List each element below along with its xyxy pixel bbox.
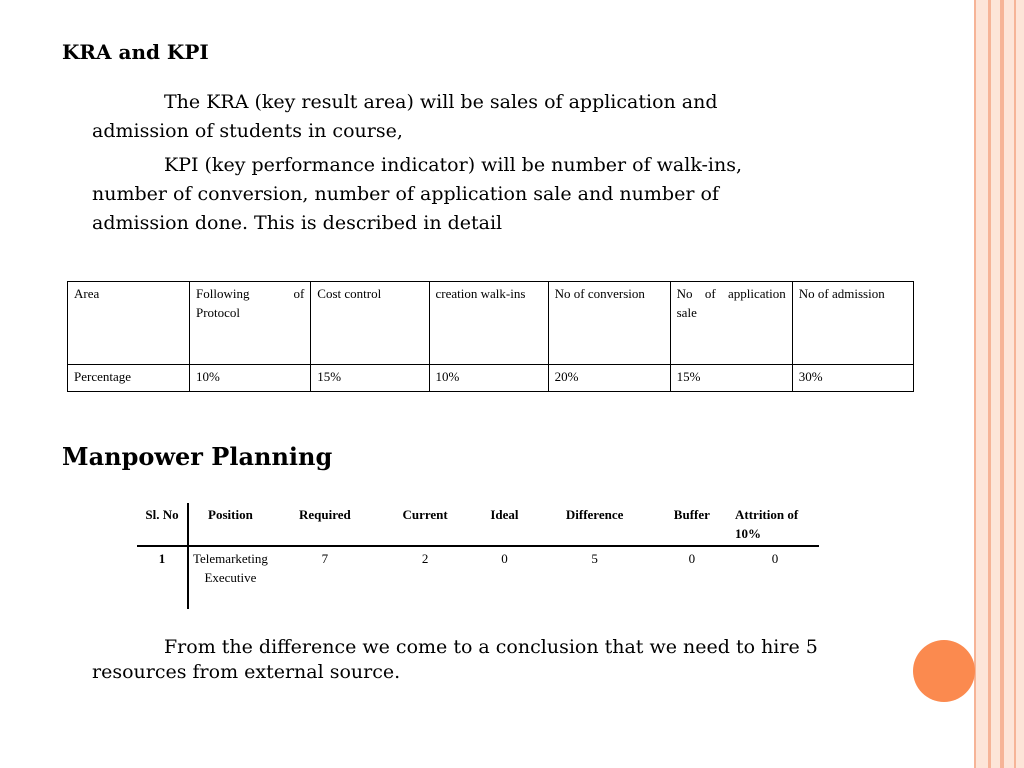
conclusion-paragraph	[92, 635, 882, 685]
conclusion-paragraph-text: From the difference we come to a conclusion that we need to hire 5 resources from external source.	[92, 636, 818, 683]
manpower-table	[137, 503, 819, 609]
decorative-circle	[913, 640, 975, 702]
table-cell: 0	[688, 551, 696, 566]
table-cell: 0	[501, 551, 508, 566]
manpower-heading: Manpower Planning	[62, 442, 333, 471]
kpi-paragraph	[92, 151, 812, 238]
table-cell: Cost control	[311, 282, 429, 365]
table-header: Difference	[537, 503, 653, 546]
table-cell: Following of Protocol	[189, 282, 310, 365]
table-cell: 2	[421, 551, 429, 566]
table-cell: 5	[591, 551, 598, 566]
table-cell: No of admission	[792, 282, 913, 365]
kra-paragraph	[92, 88, 812, 146]
table-cell: creation walk-ins	[429, 282, 548, 365]
table-cell: 20%	[548, 365, 670, 392]
kra-table	[67, 281, 914, 392]
table-row	[68, 365, 914, 392]
table-cell: 30%	[792, 365, 913, 392]
table-header: Position	[188, 503, 272, 546]
table-header: Current	[378, 503, 472, 546]
table-cell: No of conversion	[548, 282, 670, 365]
table-row	[137, 546, 819, 609]
kpi-paragraph-text: KPI (key performance indicator) will be number of walk-ins, number of conversion, number of application sale and number of admission done. This is described in detail	[92, 154, 743, 234]
border-line	[1000, 0, 1004, 768]
table-header: Attrition of 10%	[731, 503, 819, 546]
table-header: Required	[272, 503, 378, 546]
table-cell: 10%	[429, 365, 548, 392]
table-cell: 1	[137, 546, 188, 609]
border-line	[974, 0, 976, 768]
table-header-row	[137, 503, 819, 546]
table-header: Ideal	[472, 503, 536, 546]
kra-paragraph-text: The KRA (key result area) will be sales of application and admission of students in course,	[92, 91, 718, 142]
table-cell: Area	[68, 282, 190, 365]
decorative-border	[974, 0, 1024, 768]
table-row	[68, 282, 914, 365]
table-header: Buffer	[653, 503, 731, 546]
table-header: Sl. No	[137, 503, 188, 546]
table-cell: 0	[771, 551, 779, 566]
table-cell: No of application sale	[670, 282, 792, 365]
table-cell: 10%	[189, 365, 310, 392]
border-line	[1014, 0, 1016, 768]
table-cell: 7	[321, 551, 329, 566]
kra-heading: KRA and KPI	[62, 40, 209, 64]
table-cell: Telemarketing Executive	[193, 551, 268, 585]
table-cell: 15%	[311, 365, 429, 392]
table-cell: Percentage	[68, 365, 190, 392]
border-line	[988, 0, 991, 768]
table-cell: 15%	[670, 365, 792, 392]
